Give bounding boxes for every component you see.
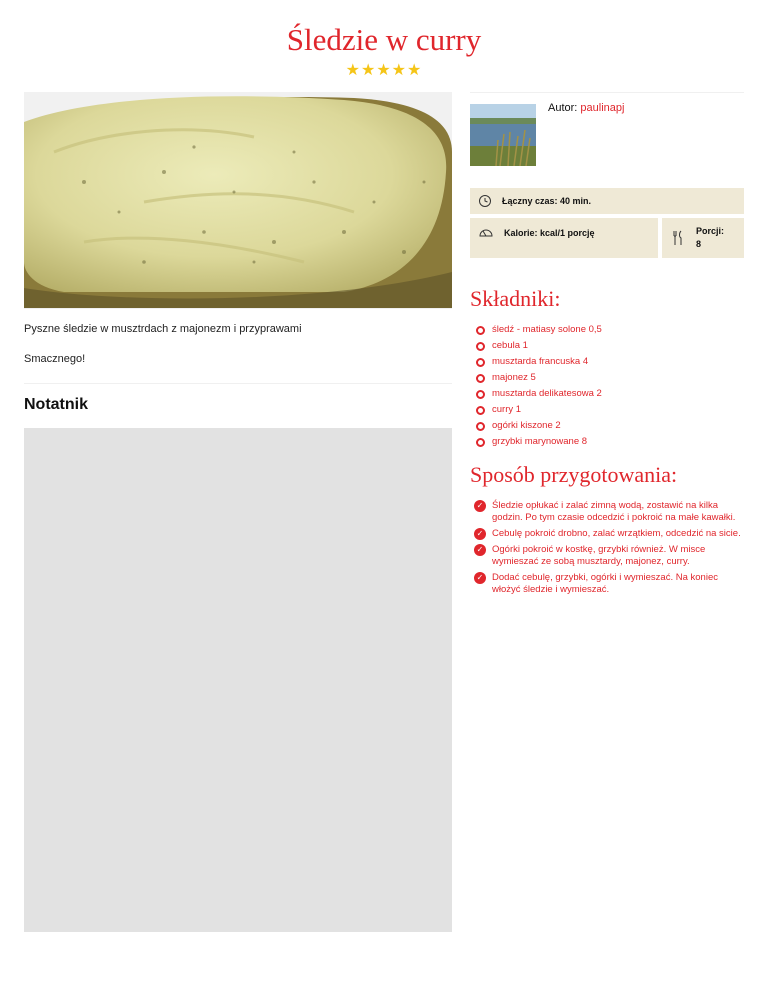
- preparation-steps: [474, 500, 746, 600]
- ingredient-item: curry 1: [476, 402, 602, 418]
- scale-icon: [478, 224, 494, 240]
- ingredient-item: musztarda delikatesowa 2: [476, 386, 602, 402]
- notes-title: Notatnik: [24, 396, 88, 413]
- portions-box: [662, 218, 744, 258]
- ingredient-item: grzybki marynowane 8: [476, 434, 602, 450]
- bullet-icon: [476, 374, 485, 383]
- bullet-icon: [476, 422, 485, 431]
- clock-icon: [478, 194, 492, 210]
- bullet-icon: [476, 406, 485, 415]
- portions-value: 8: [696, 239, 702, 249]
- ingredient-item: musztarda francuska 4: [476, 354, 602, 370]
- cutlery-icon: [672, 230, 684, 248]
- ingredient-item: śledź - matiasy solone 0,5: [476, 322, 602, 338]
- bullet-icon: [476, 390, 485, 399]
- calories-box: [470, 218, 658, 258]
- preparation-step: ✓ Ogórki pokroić w kostkę, grzybki również. W misce wymieszać ze sobą musztardy, majonez, curry.: [474, 544, 746, 568]
- author-line: [548, 102, 624, 114]
- bullet-icon: [476, 342, 485, 351]
- check-icon: ✓: [474, 572, 486, 584]
- recipe-description: [24, 308, 452, 384]
- portions-label: Porcji:: [696, 226, 725, 236]
- bullet-icon: [476, 358, 485, 367]
- bullet-icon: [476, 326, 485, 335]
- lake-photo-icon: [470, 104, 536, 166]
- ingredients-title: Składniki:: [470, 286, 561, 311]
- check-icon: ✓: [474, 528, 486, 540]
- preparation-step: ✓ Cebulę pokroić drobno, zalać wrzątkiem, odcedzić na sicie.: [474, 528, 746, 540]
- ingredients-list: [476, 322, 602, 450]
- recipe-photo: [24, 92, 452, 308]
- preparation-step: ✓ Śledzie opłukać i zalać zimną wodą, zostawić na kilka godzin. Po tym czasie odcedzić i pokroić na małe kawałki.: [474, 500, 746, 524]
- total-time-text: Łączny czas: 40 min.: [502, 196, 592, 206]
- ingredient-item: ogórki kiszone 2: [476, 418, 602, 434]
- ingredient-item: cebula 1: [476, 338, 602, 354]
- preparation-step: ✓ Dodać cebulę, grzybki, ogórki i wymieszać. Na koniec włożyć śledzie i wymieszać.: [474, 572, 746, 596]
- notes-area[interactable]: [24, 428, 452, 932]
- recipe-title: Śledzie w curry: [286, 22, 482, 57]
- check-icon: ✓: [474, 500, 486, 512]
- total-time-box: [470, 188, 744, 214]
- description-line: Pyszne śledzie w musztrdach z majonezm i przyprawami: [24, 323, 302, 335]
- check-icon: ✓: [474, 544, 486, 556]
- rating-stars: ★★★★★: [345, 62, 423, 79]
- bullet-icon: [476, 438, 485, 447]
- divider: [470, 92, 744, 93]
- description-line: Smacznego!: [24, 353, 86, 365]
- author-avatar[interactable]: [470, 104, 536, 166]
- calories-text: Kalorie: kcal/1 porcję: [504, 228, 595, 238]
- dish-photo-image: [24, 92, 452, 308]
- author-link[interactable]: paulinapj: [580, 102, 625, 114]
- author-label: Autor:: [548, 102, 578, 114]
- ingredient-item: majonez 5: [476, 370, 602, 386]
- preparation-title: Sposób przygotowania:: [470, 462, 678, 487]
